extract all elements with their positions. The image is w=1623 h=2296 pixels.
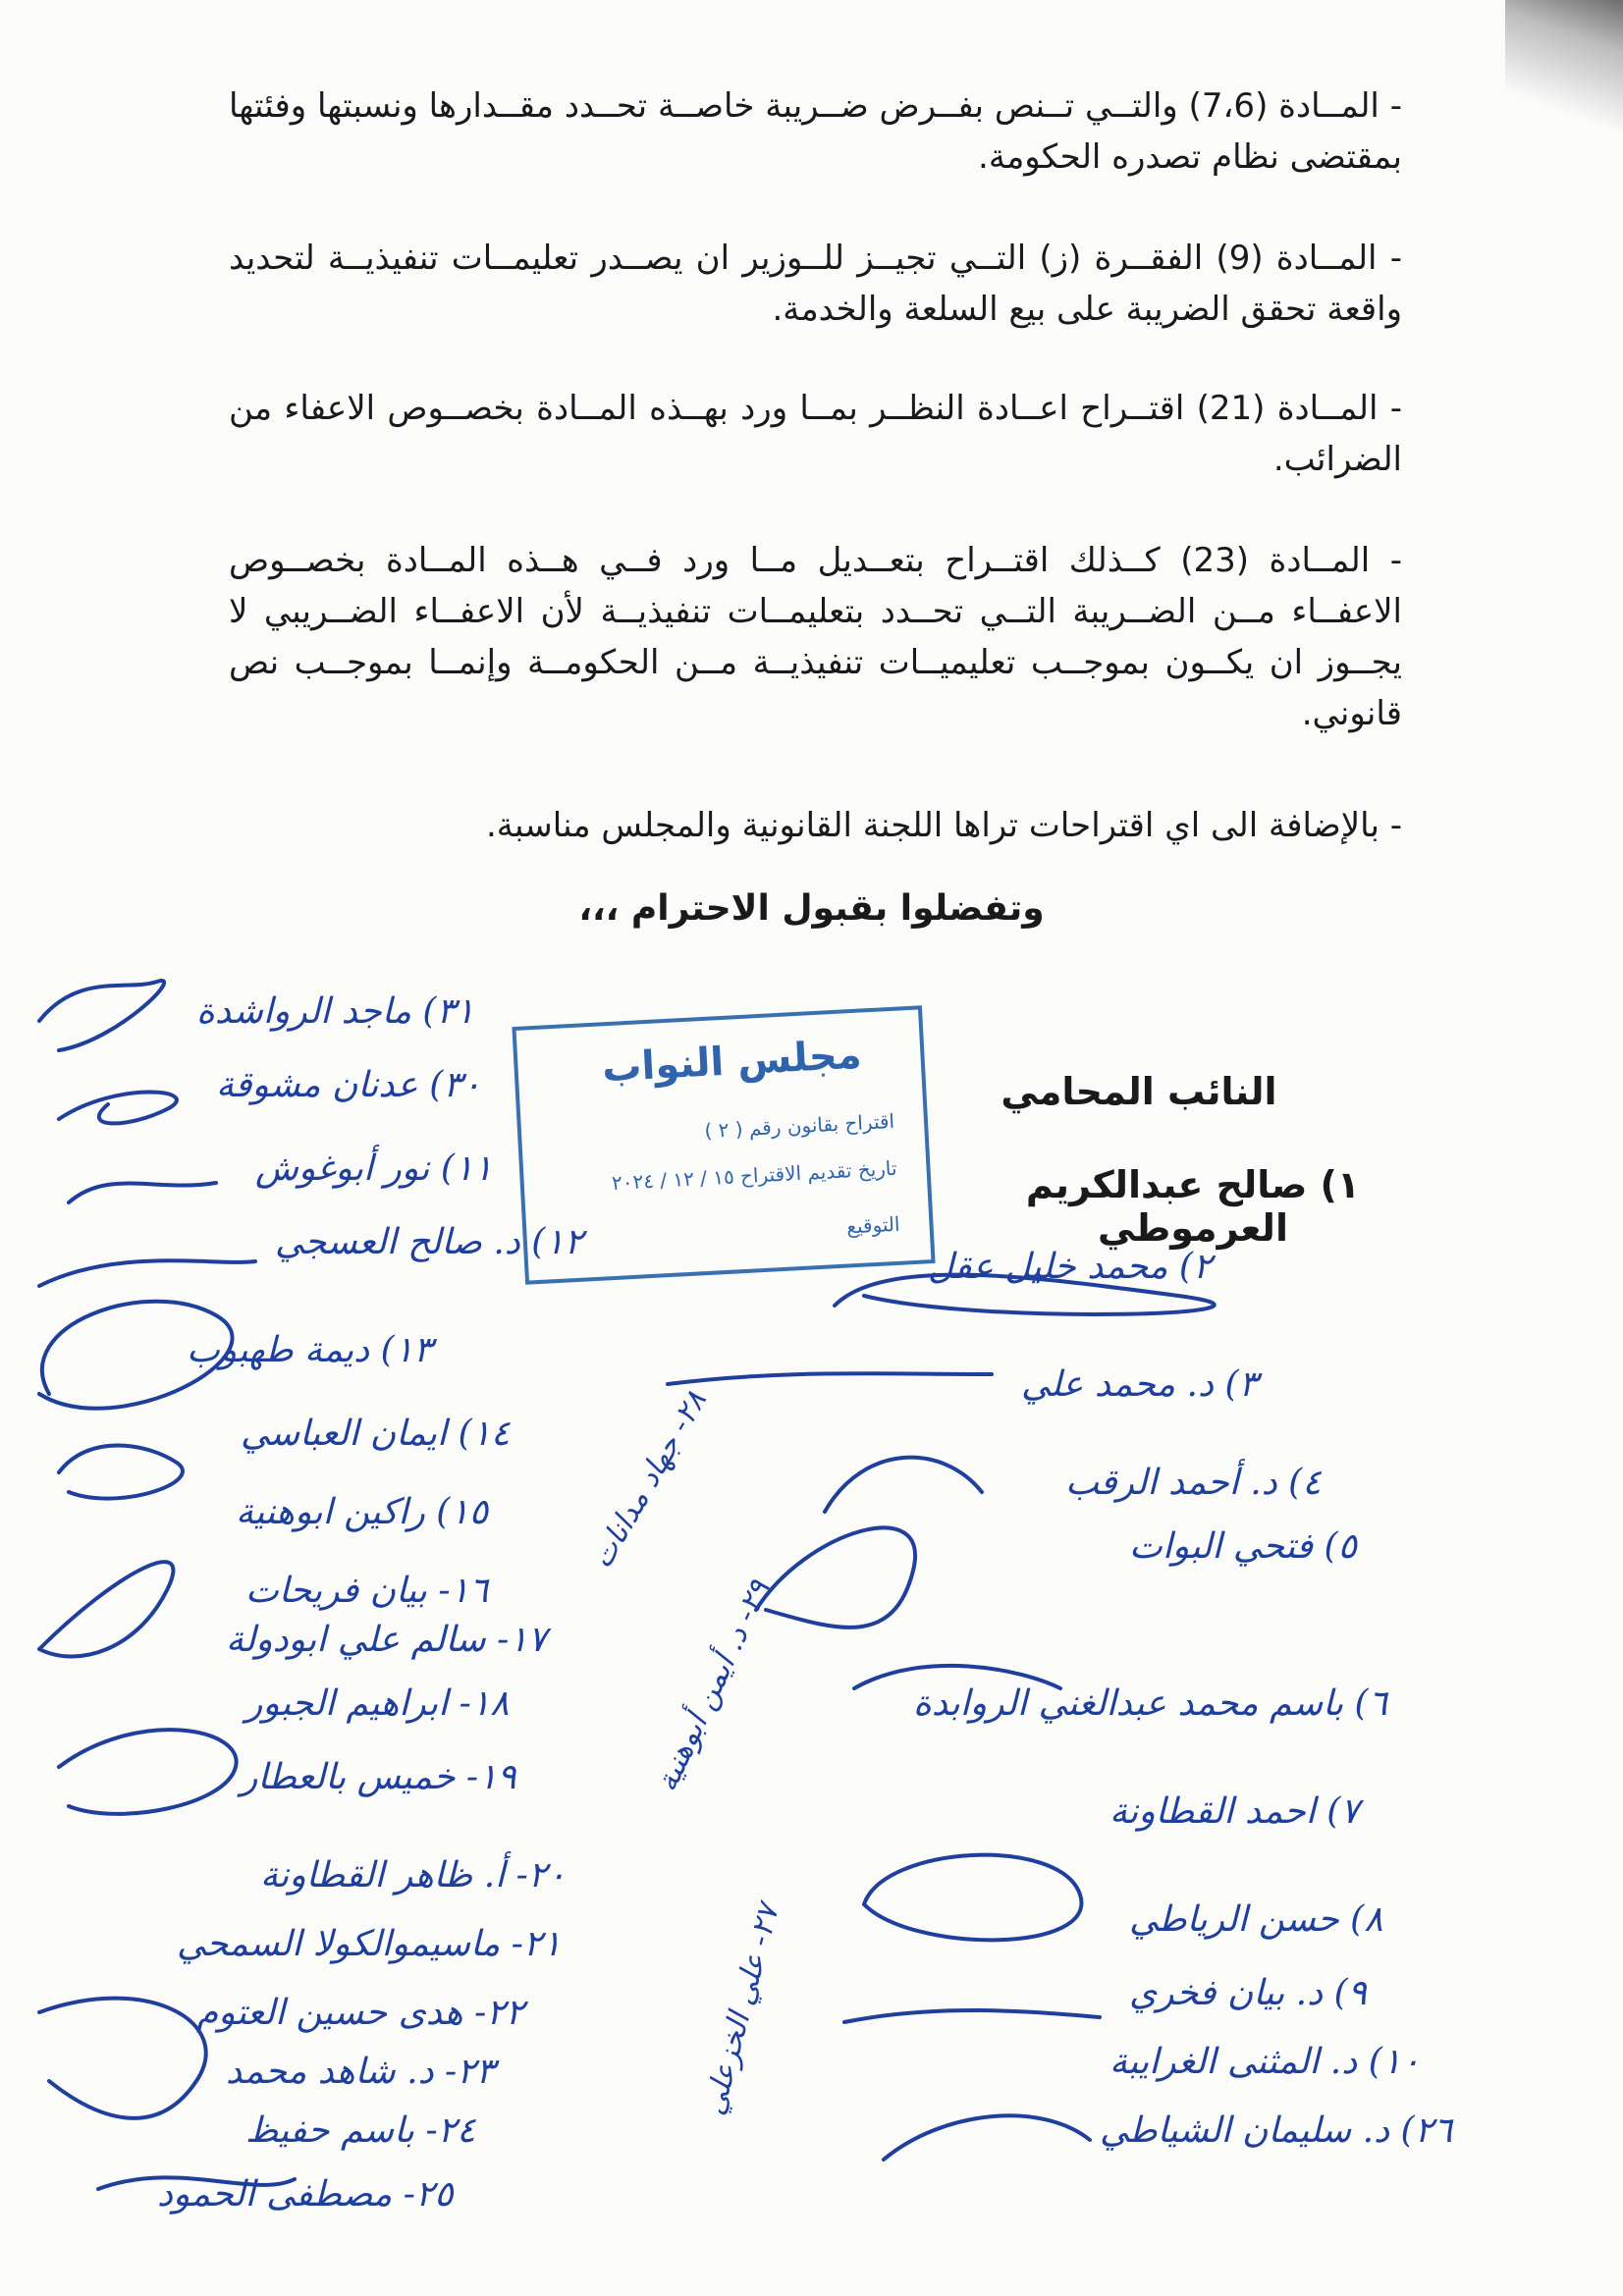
scribble-n xyxy=(825,1458,982,1512)
signature-20: ٢٠- أ. ظاهر القطاونة xyxy=(260,1855,567,1896)
signature-21: ٢١- ماسيموالكولا السمحي xyxy=(177,1924,562,1964)
scribble-i xyxy=(39,1999,206,2118)
signature-4: ٤) د. أحمد الرقب xyxy=(1065,1463,1322,1503)
paragraph-article-9: - المــادة (9) الفقــرة (ز) التــي تجيــز للــوزير ان يصــدر تعليمــات تنفيذيــة لتحديد واقعة تحقق الضريبة على بيع السلعة والخدمة. xyxy=(229,239,1402,329)
signature-22: ٢٢- هدى حسين العتوم xyxy=(196,1993,524,2033)
scribble-l xyxy=(668,1373,992,1384)
signature-26: ٢٦) د. سليمان الشياطي xyxy=(1100,2110,1453,2151)
signature-15: ١٥) راكين ابوهنية xyxy=(236,1492,489,1532)
scribble-b xyxy=(59,1093,177,1124)
signature-12: ١٢) د. صالح العسجي xyxy=(275,1222,583,1262)
signature-14: ١٤) ايمان العباسي xyxy=(241,1414,511,1454)
signature-3: ٣) د. محمد علي xyxy=(1021,1364,1258,1405)
signature-23: ٢٣- د. شاهد محمد xyxy=(226,2052,495,2092)
signature-13: ١٣) ديمة طهبوب xyxy=(187,1330,433,1370)
signature-24: ٢٤- باسم حفيظ xyxy=(245,2110,476,2151)
scribble-g xyxy=(39,1562,173,1656)
stamp-signature-label: التوقيع xyxy=(845,1211,901,1239)
signature-27: ٢٧- علي الخزعلي xyxy=(696,1900,786,2119)
stamp-date: تاريخ تقديم الاقتراح ١٥ / ١٢ / ٢٠٢٤ xyxy=(611,1155,898,1196)
signature-7: ٧) احمد القطاونة xyxy=(1109,1791,1360,1832)
closing-line: وتفضلوا بقبول الاحترام ،،، xyxy=(578,888,1045,929)
paragraph-additional: - بالإضافة الى اي اقتراحات تراها اللجنة القانونية والمجلس مناسبة. xyxy=(485,806,1402,845)
signature-5: ٥) فتحي البوات xyxy=(1129,1526,1357,1567)
signer-name: ١) صالح عبدالكريم العرموطي xyxy=(1025,1163,1361,1250)
signature-16: ١٦- بيان فريحات xyxy=(245,1571,489,1611)
stamp-title: مجلس النواب xyxy=(601,1032,863,1092)
signature-6: ٦) باسم محمد عبدالغني الروابدة xyxy=(913,1683,1387,1724)
signature-31: ٣١) ماجد الرواشدة xyxy=(196,991,475,1032)
signature-17: ١٧- سالم علي ابودولة xyxy=(226,1620,547,1660)
scribble-c xyxy=(69,1183,216,1202)
signature-28: ٢٨- جهاد مدانات xyxy=(584,1385,714,1575)
scribble-r xyxy=(884,2115,1090,2160)
scribble-e xyxy=(39,1302,233,1409)
scribble-h xyxy=(59,1730,237,1814)
signature-9: ٩) د. بيان فخري xyxy=(1129,1973,1367,2013)
scribble-d xyxy=(39,1260,255,1286)
scribble-q xyxy=(844,2010,1100,2022)
signature-29: ٢٩- د. أيمن أبوهنية xyxy=(649,1575,778,1797)
stamp-proposal-number: اقتراح بقانون رقم ( ٢ ) xyxy=(703,1108,895,1143)
paragraph-article-21: - المــادة (21) اقتــراح اعــادة النظــر بمــا ورد بهــذه المــادة بخصــوص الاعفاء من الضرائب. xyxy=(229,389,1402,479)
signature-18: ١٨- ابراهيم الجبور xyxy=(245,1683,510,1724)
scribble-k xyxy=(835,1275,1215,1314)
paragraph-article-23: - المــادة (23) كــذلك اقتــراح بتعــديل مــا ورد فــي هــذه المــادة بخصــوص الاعفــاء مــن الضــريبة التــي تحــدد بتعليمــات تنفيذيــة لأن الاعفــاء الضــريبي لا يجــوز ان يكــون بموجــب تعليميــات تنفيذيــة مــن الحكومــة وإنمــا بموجــب نص قانوني. xyxy=(229,541,1402,733)
signature-19: ١٩- خميس بالعطار xyxy=(241,1757,516,1797)
scribble-j xyxy=(98,2177,295,2189)
scribble-p xyxy=(864,1855,1081,1941)
paragraph-article-6-7: - المــادة (7،6) والتــي تــنص بفــرض ضــريبة خاصــة تحــدد مقــدارها ونسبتها وفئتها بمقتضى نظام تصدره الحكومة. xyxy=(229,86,1402,177)
scribble-a xyxy=(39,981,164,1050)
signature-25: ٢٥- مصطفى الحمود xyxy=(157,2174,454,2215)
scribble-m xyxy=(756,1527,915,1627)
signature-30: ٣٠) عدنان مشوقة xyxy=(216,1065,481,1105)
signer-title: النائب المحامي xyxy=(1001,1070,1277,1113)
scribble-o xyxy=(854,1666,1060,1688)
signature-2: ٢) محمد خليل عقل xyxy=(928,1247,1213,1287)
signature-10: ١٠) د. المثنى الغرايبة xyxy=(1109,2042,1421,2082)
signature-8: ٨) حسن الرياطي xyxy=(1129,1899,1383,1940)
scribble-f xyxy=(59,1446,183,1499)
signature-11: ١١) نور أبوغوش xyxy=(255,1148,493,1189)
